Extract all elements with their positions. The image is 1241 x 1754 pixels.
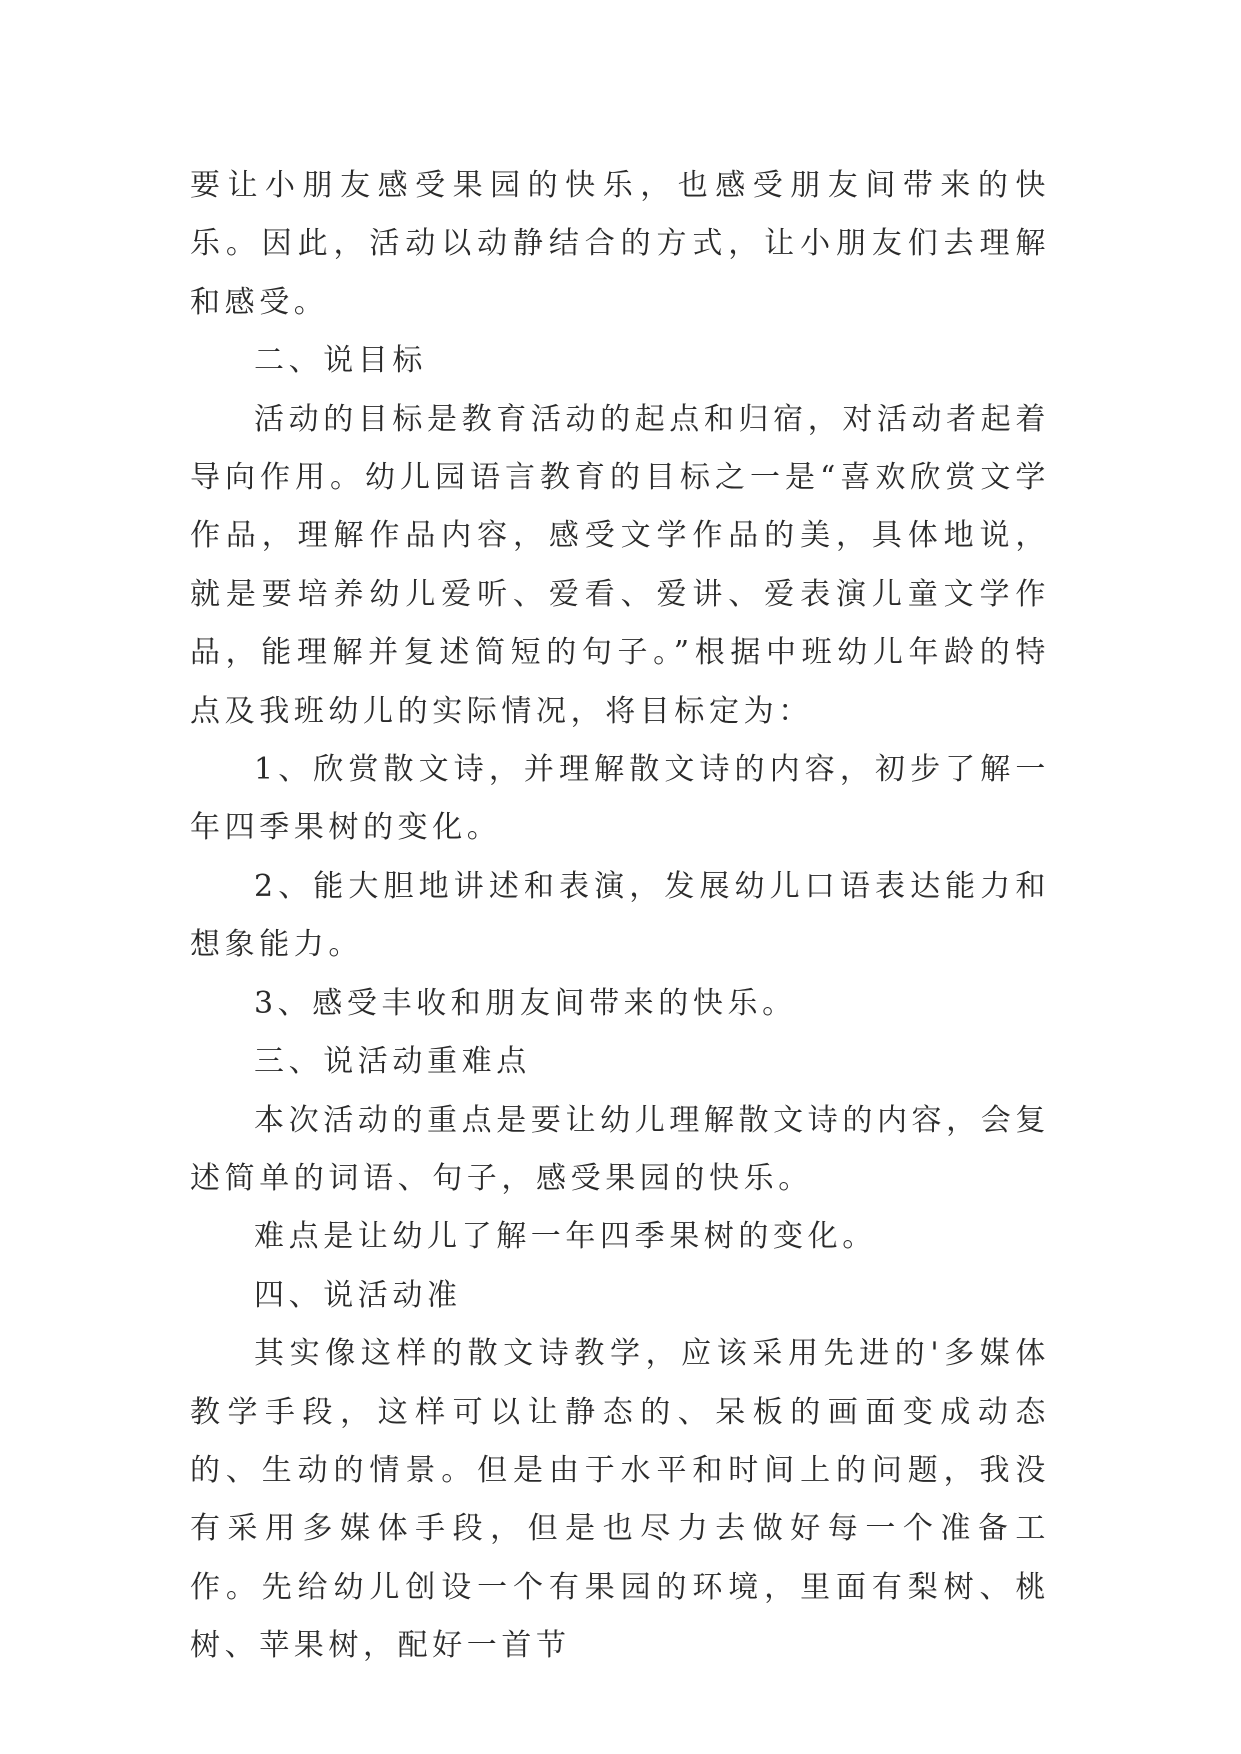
goal-item-1: 1、欣赏散文诗，并理解散文诗的内容，初步了解一年四季果树的变化。 — [190, 752, 1050, 846]
paragraph-preparation: 其实像这样的散文诗教学，应该采用先进的'多媒体教学手段，这样可以让静态的、呆板的画面变成动态的、生动的情景。但是由于水平和时间上的问题，我没有采用多媒体手段，但是也尽力去做好每一个准备工作。先给幼儿创设一个有果园的环境，里面有梨树、桃树、苹果树，配好一首节 — [190, 1336, 1050, 1664]
paragraph-key-point: 本次活动的重点是要让幼儿理解散文诗的内容，会复述简单的词语、句子，感受果园的快乐。 — [190, 1102, 1050, 1196]
paragraph-goals-intro: 活动的目标是教育活动的起点和归宿，对活动者起着导向作用。幼儿园语言教育的目标之一是“喜欢欣赏文学作品，理解作品内容，感受文学作品的美，具体地说，就是要培养幼儿爱听、爱看、爱讲、爱表演儿童文学作品，能理解并复述简短的句子。”根据中班幼儿年龄的特点及我班幼儿的实际情况，将目标定为： — [190, 401, 1050, 729]
paragraph-intro-continuation: 要让小朋友感受果园的快乐，也感受朋友间带来的快乐。因此，活动以动静结合的方式，让小朋友们去理解和感受。 — [190, 168, 1050, 320]
heading-section-2: 二、说目标 — [254, 343, 427, 379]
goal-item-3: 3、感受丰收和朋友间带来的快乐。 — [254, 985, 797, 1021]
heading-section-3: 三、说活动重难点 — [254, 1044, 531, 1080]
document-body — [190, 157, 1050, 1676]
heading-section-4: 四、说活动准 — [254, 1277, 462, 1313]
paragraph-difficult-point: 难点是让幼儿了解一年四季果树的变化。 — [254, 1219, 877, 1255]
goal-item-2: 2、能大胆地讲述和表演，发展幼儿口语表达能力和想象能力。 — [190, 868, 1050, 963]
